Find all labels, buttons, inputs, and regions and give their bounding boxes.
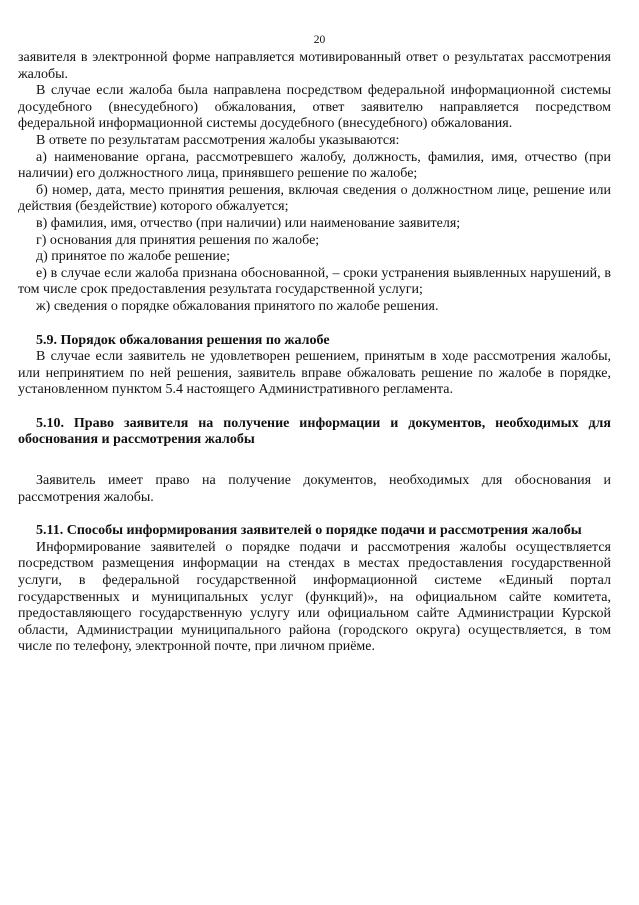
paragraph-continuation: заявителя в электронной форме направляется мотивированный ответ о результатах рассмотрения жалобы. — [18, 50, 611, 82]
section-5-9-heading: 5.9. Порядок обжалования решения по жалобе — [36, 332, 330, 348]
section-5-9-text: В случае если заявитель не удовлетворен решением, принятым в ходе рассмотрения жалобы, или непринятием по ней решения, заявитель вправе обжаловать решение по жалобе в порядке, установленном пунктом 5.4 настоящего Административного регламента. — [18, 349, 611, 398]
list-item-d: д) принятое по жалобе решение; — [36, 249, 230, 265]
list-item-g: г) основания для принятия решения по жалобе; — [36, 232, 320, 248]
section-5-10-heading: 5.10. Право заявителя на получение информации и документов, необходимых для обоснования и рассмотрения жалобы — [18, 415, 611, 448]
paragraph-response-contents: В ответе по результатам рассмотрения жалобы указываются: — [36, 132, 400, 148]
list-item-e: е) в случае если жалоба признана обоснованной, – сроки устранения выявленных нарушений, в том числе срок предоставления результата государственной услуги; — [18, 265, 611, 298]
document-body — [18, 50, 611, 656]
list-item-v: в) фамилия, имя, отчество (при наличии) или наименование заявителя; — [36, 215, 461, 231]
paragraph-federal-system: В случае если жалоба была направлена посредством федеральной информационной системы досудебного (внесудебного) обжалования, ответ заявителю направляется посредством федеральной информационной системы досудебного (внесудебного) обжалования. — [18, 83, 611, 132]
section-5-10-text: Заявитель имеет право на получение документов, необходимых для обоснования и рассмотрения жалобы. — [18, 473, 611, 505]
section-5-11-heading: 5.11. Способы информирования заявителей о порядке подачи и рассмотрения жалобы — [36, 523, 582, 539]
list-item-zh: ж) сведения о порядке обжалования принятого по жалобе решения. — [36, 298, 439, 314]
list-item-a: а) наименование органа, рассмотревшего жалобу, должность, фамилия, имя, отчество (при наличии) его должностного лица, принявшего решение по жалобе; — [18, 149, 611, 182]
section-5-11-text: Информирование заявителей о порядке подачи и рассмотрения жалобы осуществляется посредством размещения информации на стендах в местах предоставления государственной услуги, в федеральной государственной информационной системе «Единый портал государственных и муниципальных услуг (функций)», на официальном сайте комитета, предоставляющего государственную услугу или официальном сайте Администрации Курской области, Администрации муниципального района (городского округа) осуществляется, в том числе по телефону, электронной почте, при личном приёме. — [18, 539, 611, 655]
list-item-b: б) номер, дата, место принятия решения, включая сведения о должностном лице, решение или действия (бездействие) которого обжалуется; — [18, 182, 611, 215]
page-number: 20 — [313, 34, 326, 46]
